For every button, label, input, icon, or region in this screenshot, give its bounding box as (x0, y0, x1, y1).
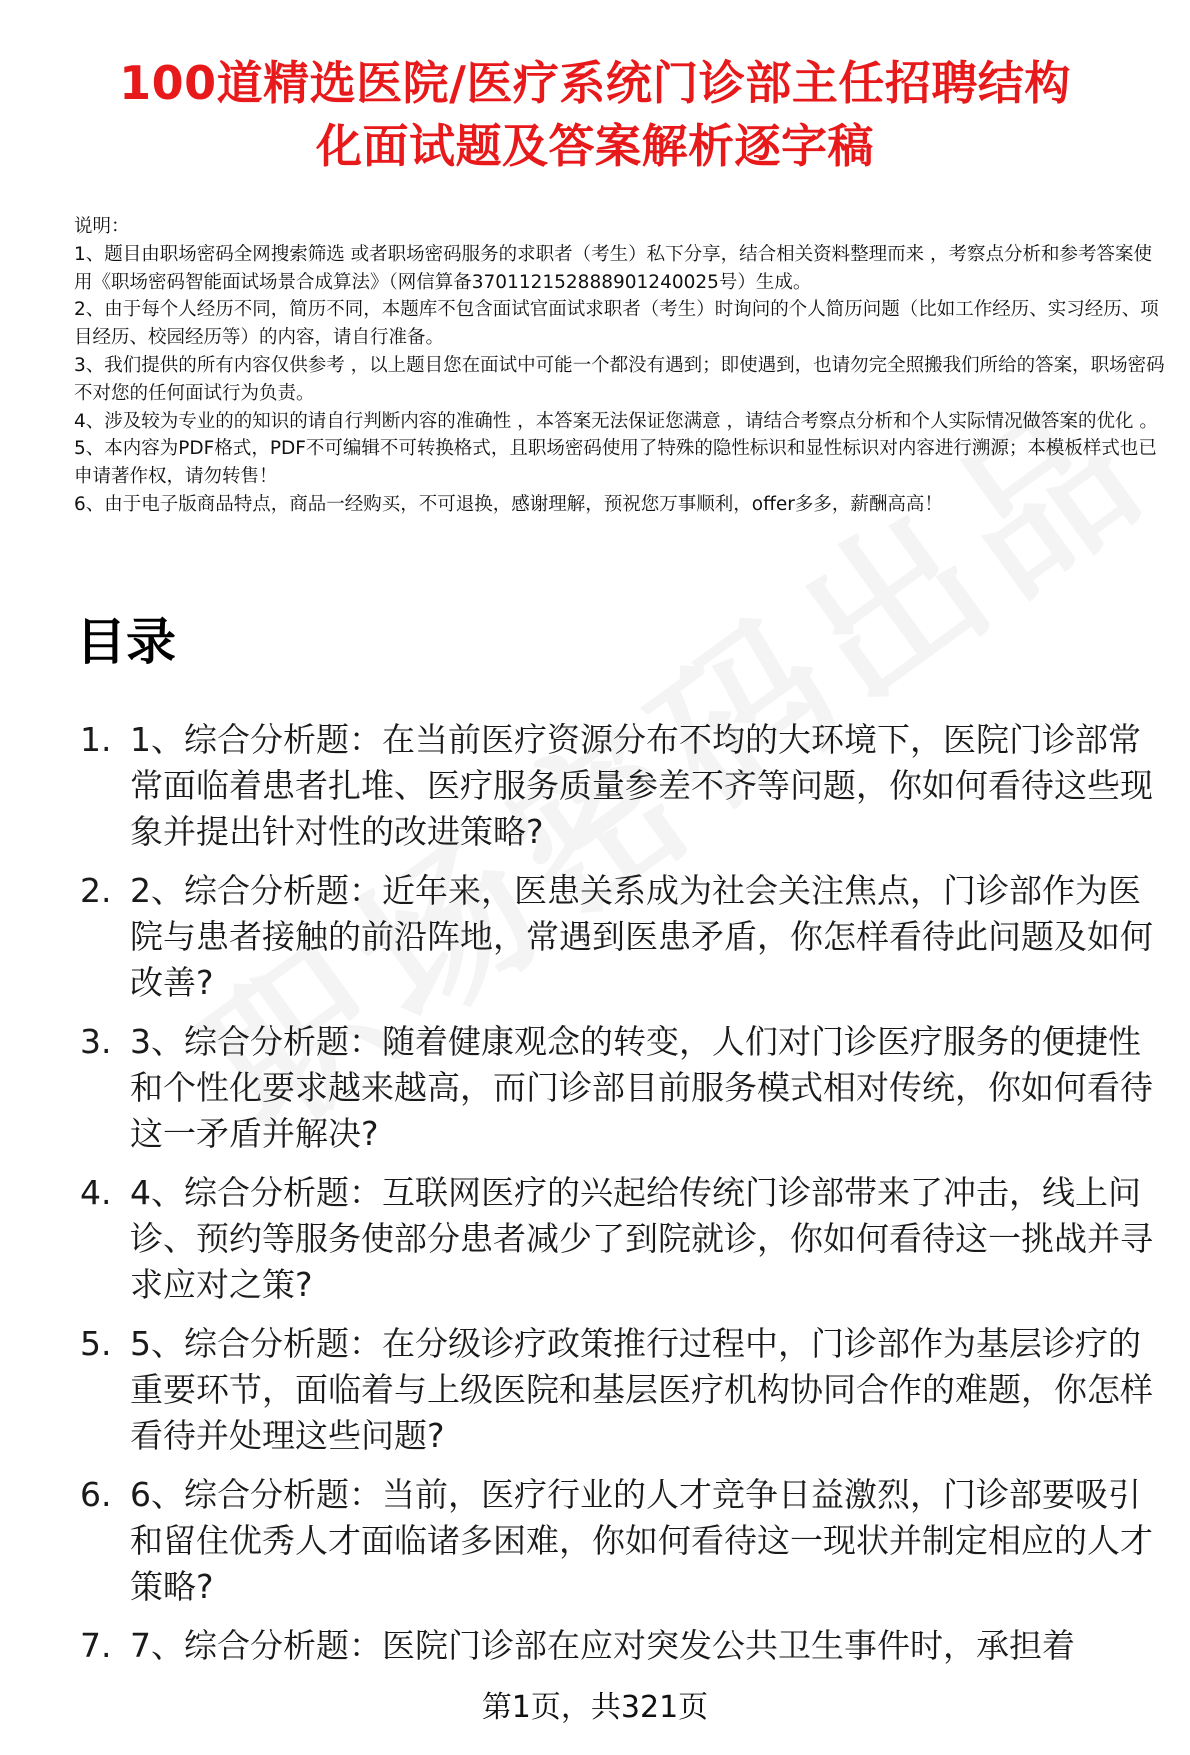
toc-entry-text: 3、综合分析题：随着健康观念的转变，人们对门诊医疗服务的便捷性和个性化要求越来越高，而门诊部目前服务模式相对传统，你如何看待这一矛盾并解决? (130, 1022, 1153, 1153)
page-footer: 第1页，共321页 (481, 1690, 709, 1725)
note-item: 4、涉及较为专业的的知识的请自行判断内容的准确性 ，本答案无法保证您满意 ，请结合考察点分析和个人实际情况做答案的优化 。 (74, 410, 1158, 432)
toc-entry-text: 1、综合分析题：在当前医疗资源分布不均的大环境下，医院门诊部常常面临着患者扎堆、医疗服务质量参差不齐等问题，你如何看待这些现象并提出针对性的改进策略? (130, 720, 1153, 851)
toc-entry-number: 3. (80, 1022, 112, 1061)
toc-entry[interactable] (72, 1170, 1172, 1308)
toc-entry[interactable] (72, 868, 1172, 1006)
toc-entry-number: 7. (80, 1626, 112, 1665)
title-line-2: 化面试题及答案解析逐字稿 (316, 119, 874, 173)
toc-entry-text: 5、综合分析题：在分级诊疗政策推行过程中，门诊部作为基层诊疗的重要环节，面临着与上级医院和基层医疗机构协同合作的难题，你怎样看待并处理这些问题? (130, 1324, 1153, 1455)
note-item: 2、由于每个人经历不同，简历不同，本题库不包含面试官面试求职者（考生）时询问的个人简历问题（比如工作经历、实习经历、项目经历、校园经历等）的内容，请自行准备。 (74, 299, 1159, 349)
toc-entry-text: 4、综合分析题：互联网医疗的兴起给传统门诊部带来了冲击，线上问诊、预约等服务使部分患者减少了到院就诊，你如何看待这一挑战并寻求应对之策? (130, 1173, 1153, 1304)
page-title (60, 52, 1130, 178)
table-of-contents (72, 717, 1172, 1682)
toc-entry-number: 1. (80, 720, 112, 759)
note-item: 5、本内容为PDF格式，PDF不可编辑不可转换格式，且职场密码使用了特殊的隐性标识和显性标识对内容进行溯源；本模板样式也已申请著作权，请勿转售！ (74, 438, 1157, 488)
toc-entry[interactable] (72, 1472, 1172, 1610)
toc-entry-text: 7、综合分析题：医院门诊部在应对突发公共卫生事件时，承担着 (130, 1626, 1075, 1665)
toc-entry-text: 6、综合分析题：当前，医疗行业的人才竞争日益激烈，门诊部要吸引和留住优秀人才面临诸多困难，你如何看待这一现状并制定相应的人才策略? (130, 1475, 1153, 1606)
toc-entry[interactable] (72, 1623, 1172, 1669)
toc-entry[interactable] (72, 1321, 1172, 1459)
toc-entry-number: 4. (80, 1173, 112, 1212)
toc-heading: 目录 (76, 613, 176, 671)
notes-heading: 说明： (74, 216, 130, 237)
disclaimer-notes (74, 213, 1166, 519)
toc-entry-number: 6. (80, 1475, 112, 1514)
toc-entry[interactable] (72, 717, 1172, 855)
note-item: 1、题目由职场密码全网搜索筛选 或者职场密码服务的求职者（考生）私下分享，结合相关资料整理而来 ，考察点分析和参考答案使用《职场密码智能面试场景合成算法》（网信算备370112152888901240025号）生成。 (74, 243, 1153, 293)
note-item: 3、我们提供的所有内容仅供参考 ，以上题目您在面试中可能一个都没有遇到；即使遇到，也请勿完全照搬我们所给的答案，职场密码不对您的任何面试行为负责。 (74, 354, 1165, 404)
toc-entry-number: 5. (80, 1324, 112, 1363)
title-line-1: 100道精选医院/医疗系统门诊部主任招聘结构 (119, 56, 1071, 110)
note-item: 6、由于电子版商品特点，商品一经购买，不可退换，感谢理解，预祝您万事顺利，offer多多，薪酬高高！ (74, 493, 943, 515)
toc-entry[interactable] (72, 1019, 1172, 1157)
toc-entry-text: 2、综合分析题：近年来，医患关系成为社会关注焦点，门诊部作为医院与患者接触的前沿阵地，常遇到医患矛盾，你怎样看待此问题及如何改善? (130, 871, 1153, 1002)
toc-entry-number: 2. (80, 871, 112, 910)
